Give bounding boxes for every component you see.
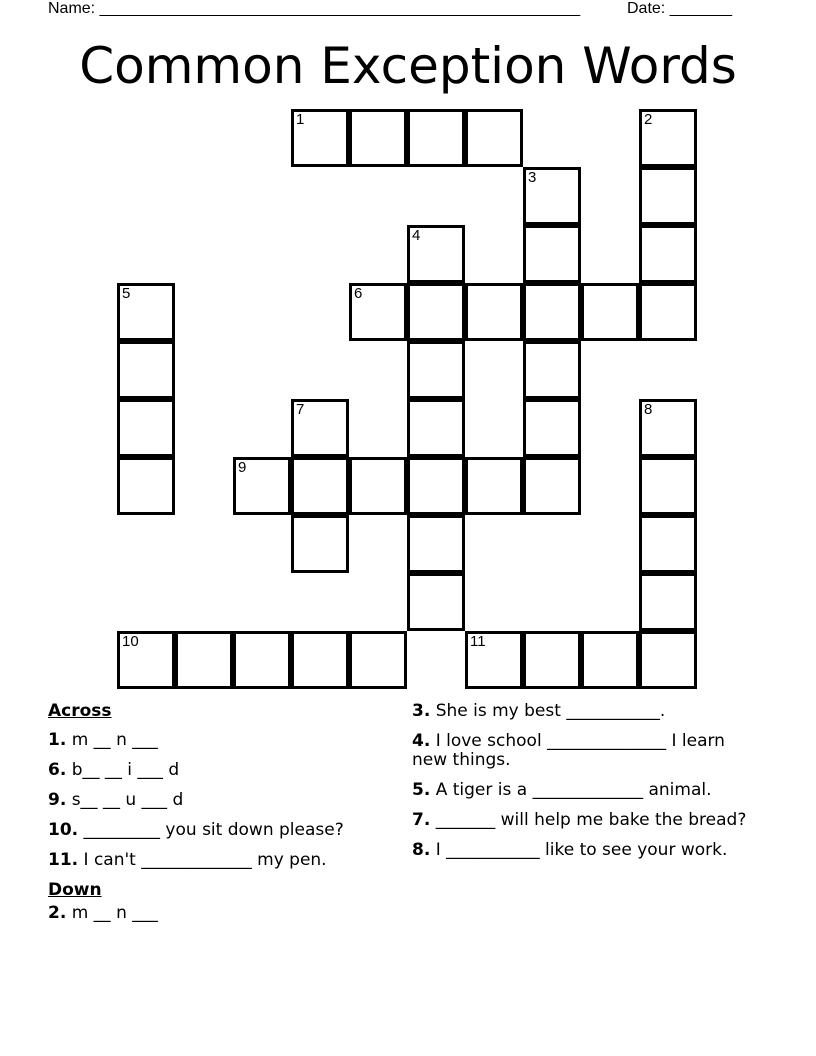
clue-number: 5 [122, 285, 131, 302]
clue-across-1: 1. m __ n ___ [48, 730, 158, 750]
grid-cell[interactable] [523, 457, 581, 515]
grid-cell[interactable] [291, 399, 349, 457]
grid-cell[interactable] [407, 399, 465, 457]
grid-cell[interactable] [639, 573, 697, 631]
clue-down-4: 4. I love school ______________ I learn new things. [412, 731, 725, 770]
grid-cell[interactable] [407, 225, 465, 283]
grid-cell[interactable] [581, 283, 639, 341]
clue-across-9: 9. s__ __ u ___ d [48, 790, 184, 810]
clue-number: 8 [644, 401, 653, 418]
down-heading: Down [48, 880, 102, 900]
grid-cell[interactable] [349, 631, 407, 689]
grid-cell[interactable] [291, 515, 349, 573]
grid-cell[interactable] [407, 457, 465, 515]
grid-cell[interactable] [639, 457, 697, 515]
page-title: Common Exception Words [79, 37, 737, 95]
grid-cell[interactable] [523, 631, 581, 689]
grid-cell[interactable] [465, 457, 523, 515]
grid-cell[interactable] [349, 109, 407, 167]
grid-cell[interactable] [407, 341, 465, 399]
clues-right-column [412, 702, 762, 871]
grid-cell[interactable] [175, 631, 233, 689]
clue-number: 3 [528, 169, 537, 186]
grid-cell[interactable] [523, 399, 581, 457]
clue-number: 6 [354, 285, 363, 302]
grid-cell[interactable] [407, 109, 465, 167]
grid-cell[interactable] [465, 109, 523, 167]
grid-cell[interactable] [349, 457, 407, 515]
grid-cell[interactable] [407, 573, 465, 631]
clue-down-8: 8. I ___________ like to see your work. [412, 840, 728, 860]
clue-down-2: 2. m __ n ___ [48, 903, 158, 923]
clue-down-5: 5. A tiger is a _____________ animal. [412, 780, 712, 800]
grid-cell[interactable] [639, 283, 697, 341]
grid-cell[interactable] [639, 167, 697, 225]
clue-across-6: 6. b__ __ i ___ d [48, 760, 180, 780]
clues-left-column [48, 702, 398, 934]
grid-cell[interactable] [407, 283, 465, 341]
grid-cell[interactable] [523, 225, 581, 283]
grid-cell[interactable] [523, 167, 581, 225]
date-field[interactable]: Date: _______ [627, 0, 732, 17]
clue-across-10: 10. _________ you sit down please? [48, 820, 344, 840]
clue-number: 7 [296, 401, 305, 418]
grid-cell[interactable] [233, 631, 291, 689]
clue-number: 10 [122, 633, 139, 650]
across-heading: Across [48, 701, 112, 721]
clue-number: 9 [238, 459, 247, 476]
grid-cell[interactable] [117, 341, 175, 399]
grid-cell[interactable] [117, 283, 175, 341]
grid-cell[interactable] [639, 399, 697, 457]
grid-cell[interactable] [639, 515, 697, 573]
grid-cell[interactable] [117, 631, 175, 689]
name-field[interactable]: Name: ______________________________________________________ [48, 0, 581, 17]
grid-cell[interactable] [581, 631, 639, 689]
grid-cell[interactable] [465, 283, 523, 341]
grid-cell[interactable] [349, 283, 407, 341]
clue-number: 1 [296, 111, 305, 128]
grid-cell[interactable] [117, 399, 175, 457]
clue-number: 4 [412, 227, 421, 244]
grid-cell[interactable] [407, 515, 465, 573]
clue-number: 11 [470, 633, 486, 650]
grid-cell[interactable] [639, 631, 697, 689]
clue-down-7: 7. _______ will help me bake the bread? [412, 810, 747, 830]
grid-cell[interactable] [117, 457, 175, 515]
grid-cell[interactable] [639, 109, 697, 167]
grid-cell[interactable] [233, 457, 291, 515]
grid-cell[interactable] [291, 109, 349, 167]
clue-number: 2 [644, 111, 653, 128]
clue-across-11: 11. I can't _____________ my pen. [48, 850, 327, 870]
clue-down-3: 3. She is my best ___________. [412, 701, 666, 721]
grid-cell[interactable] [291, 457, 349, 515]
grid-cell[interactable] [523, 341, 581, 399]
grid-cell[interactable] [465, 631, 523, 689]
grid-cell[interactable] [291, 631, 349, 689]
grid-cell[interactable] [523, 283, 581, 341]
grid-cell[interactable] [639, 225, 697, 283]
